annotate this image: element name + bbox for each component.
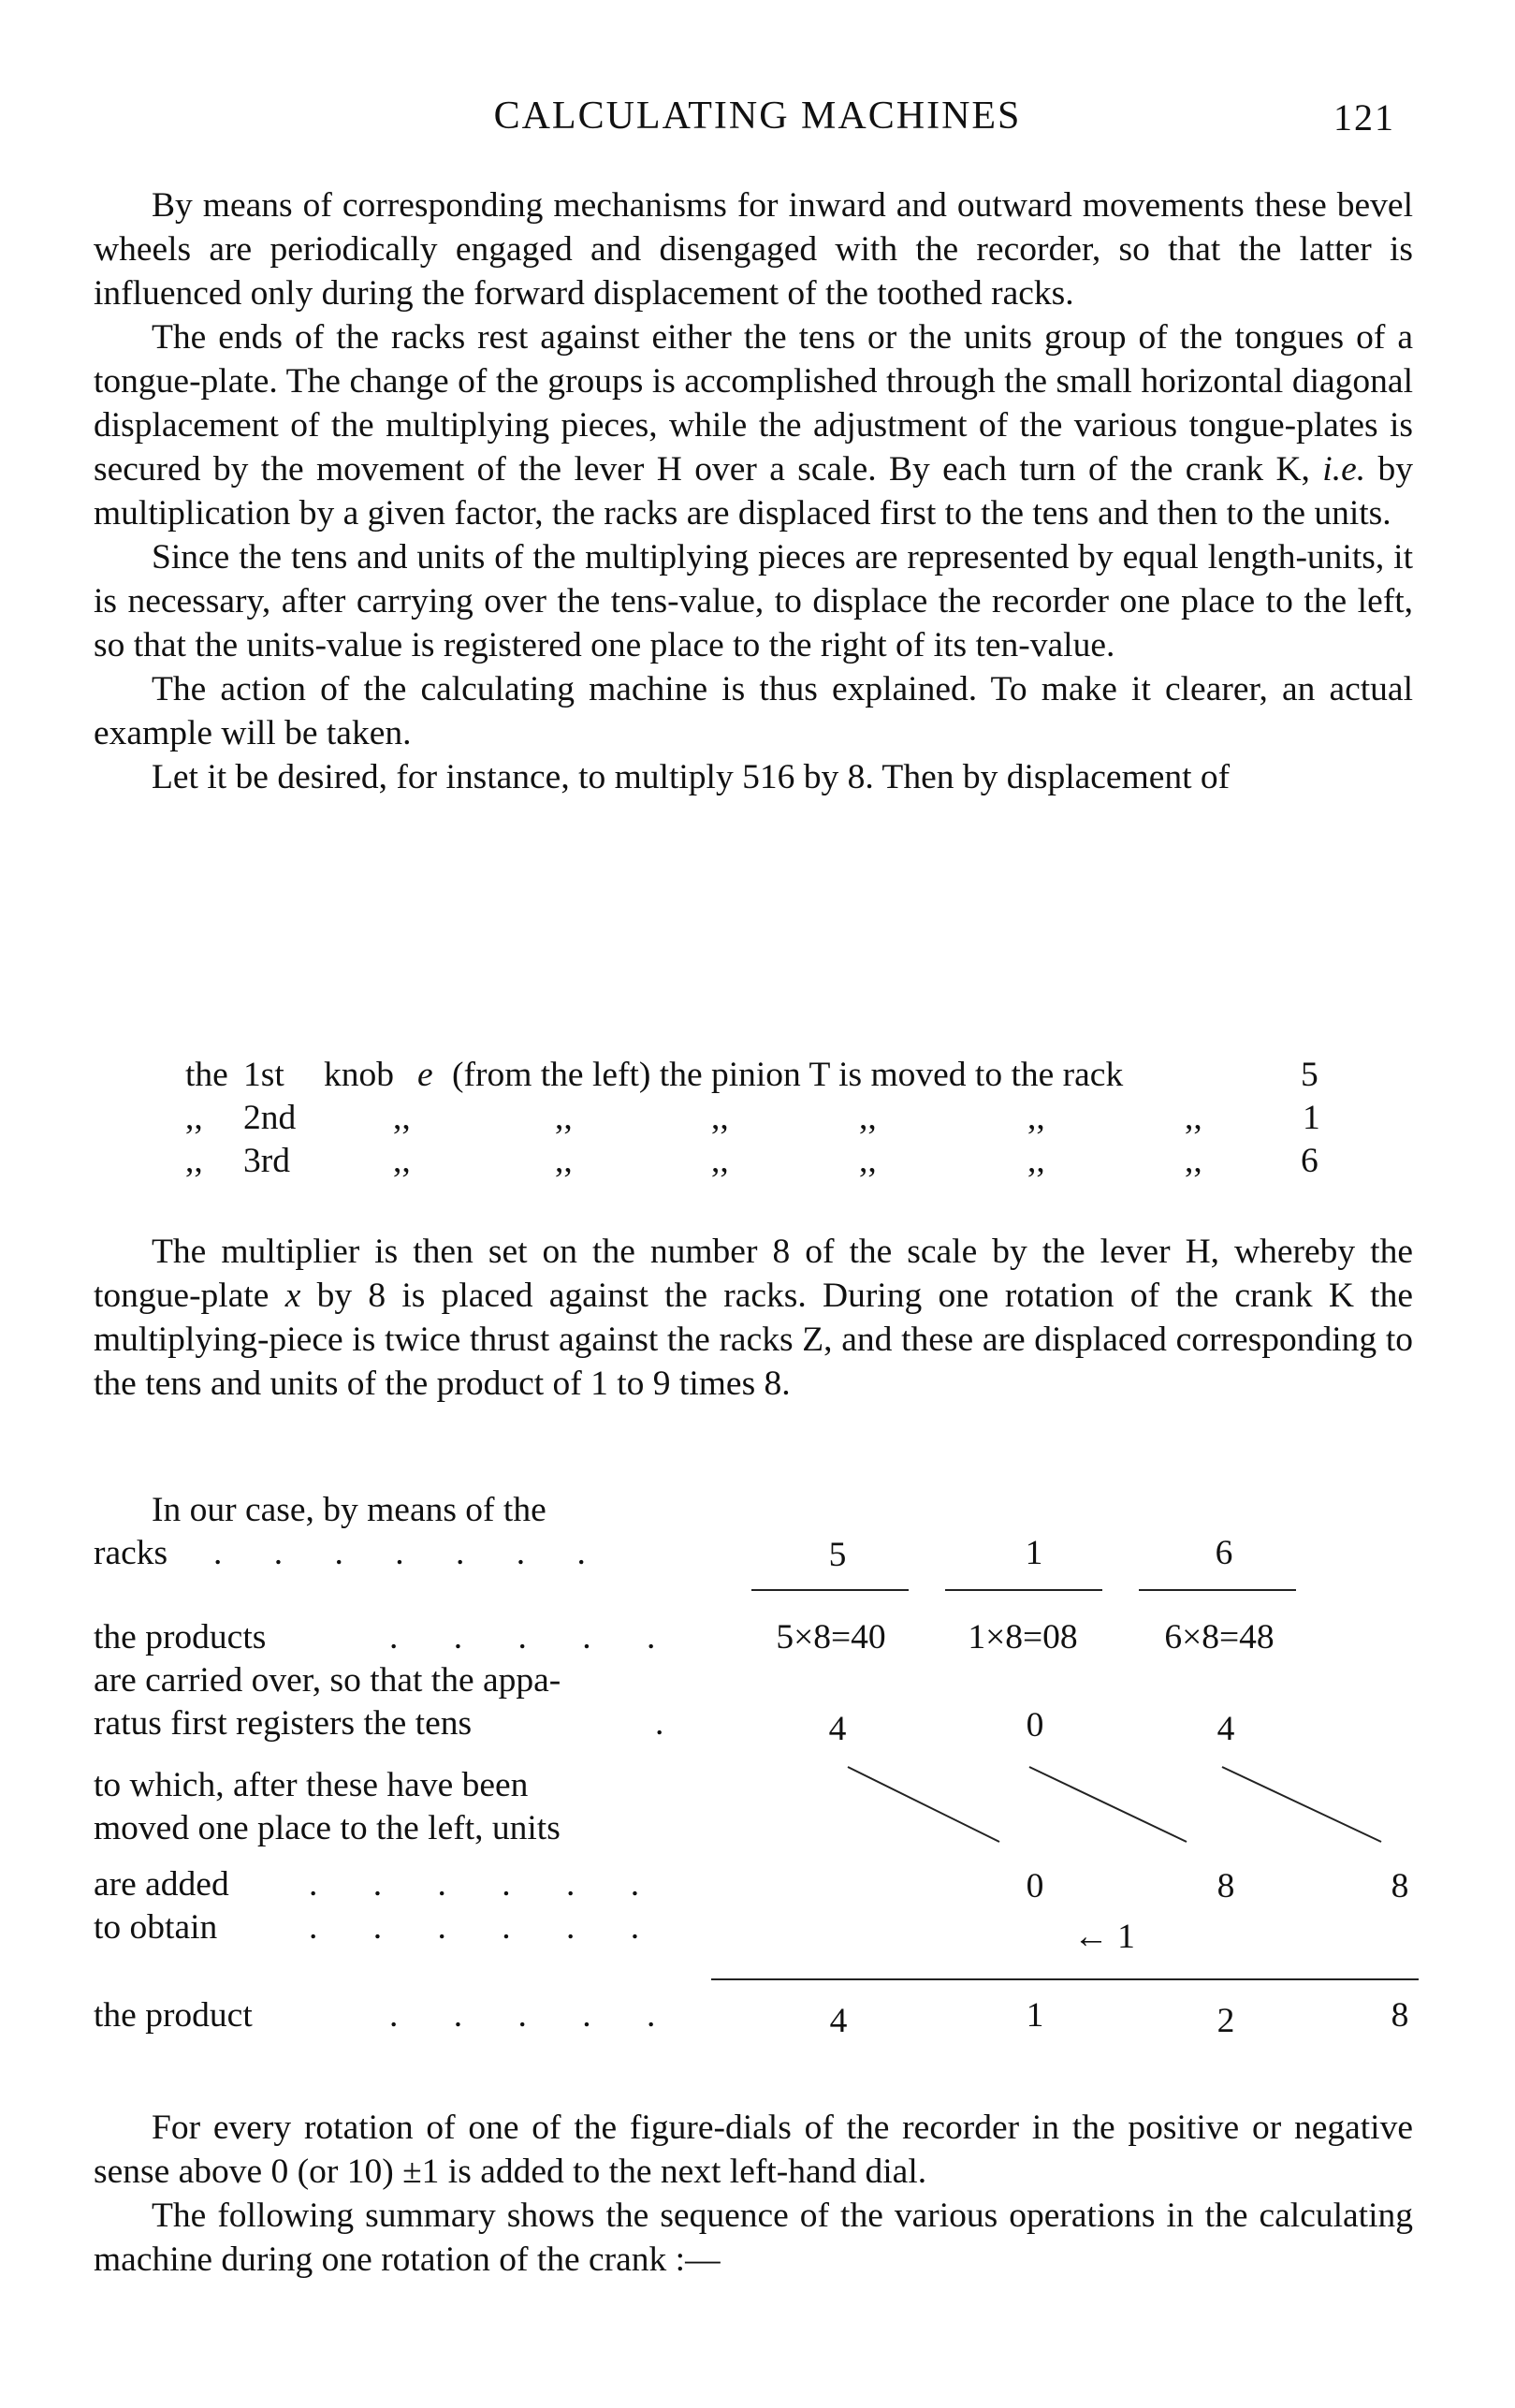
product-2: 1×8=08: [968, 1618, 1078, 1656]
knob-row-2-digit: 1: [1303, 1099, 1320, 1137]
paragraph-2-text-a: The ends of the racks rest against either the tens or the units group of the tongues of a tongue-plate. The change of the groups is accomplished through the small horizontal diagonal displacement of the multiplying pieces, while the adjustment of the various tongue-plates is secured by the movement of the lever H over a scale. By each turn of the crank K,: [94, 318, 1413, 489]
paragraph-3: [94, 535, 1413, 667]
paragraph-2-italic: i.e.: [1322, 450, 1366, 489]
knob-row-3: [185, 1140, 1321, 1183]
units-digit-3: 8: [1391, 1867, 1409, 1905]
paragraph-1-text: By means of corresponding mechanisms for inward and outward movements these bevel wheels are periodically engaged and disengaged with the recorder, so that the latter is influenced only during the forward displacement of the toothed racks.: [94, 186, 1413, 313]
paragraph-summary-text: The following summary shows the sequence of the various operations in the calculating machine during one rotation of the crank :—: [94, 2196, 1413, 2279]
knob-row-2-ordinal: 2nd: [243, 1099, 297, 1137]
knob-row-2-prefix: ,,: [185, 1099, 203, 1137]
shift-diagonals: [94, 1488, 1422, 2087]
knob-row-3-ditto-1: ,,: [393, 1142, 411, 1180]
dots-product: . . . . .: [389, 1996, 679, 2035]
rule-sum: [711, 1978, 1419, 1980]
dots-products: . . . . .: [389, 1618, 679, 1656]
knob-row-1-digit: 5: [1301, 1056, 1318, 1094]
paragraph-2: [94, 315, 1413, 535]
knob-row-3-ditto-2: ,,: [555, 1142, 573, 1180]
knob-row-3-ditto-3: ,,: [711, 1142, 729, 1180]
knob-row-3-digit: 6: [1301, 1142, 1318, 1180]
result-digit-3: 2: [1216, 2002, 1235, 2040]
rack-digit-2: 1: [1025, 1534, 1043, 1572]
label-added: are added: [94, 1865, 229, 1904]
knob-row-3-prefix: ,,: [185, 1142, 203, 1180]
label-moved-1: to which, after these have been: [94, 1766, 529, 1804]
body-text-bottom: [94, 2106, 1413, 2282]
product-1: 5×8=40: [776, 1618, 886, 1656]
knob-row-2-ditto-6: ,,: [1185, 1099, 1202, 1137]
tens-digit-3: 4: [1216, 1710, 1235, 1748]
dot-carried: .: [655, 1704, 664, 1743]
knob-table: [185, 1054, 1321, 1183]
label-racks: racks: [94, 1534, 168, 1572]
running-title: CALCULATING MACHINES: [493, 95, 1022, 138]
product-3: 6×8=48: [1164, 1618, 1275, 1656]
worked-example: [94, 1488, 1422, 2087]
label-product: the product: [94, 1996, 253, 2035]
paragraph-dials: [94, 2106, 1413, 2194]
body-text-top: [94, 183, 1413, 799]
knob-row-1-knob: knob: [324, 1056, 394, 1094]
shift-line-1: [848, 1767, 999, 1842]
paragraph-3-text: Since the tens and units of the multiplying pieces are represented by equal length-units, it is necessary, after carrying over the tens-value, to displace the recorder one place to the left, so that the units-value is registered one place to the right of its ten-value.: [94, 538, 1413, 664]
tens-digit-2: 0: [1026, 1706, 1044, 1744]
knob-row-3-ditto-6: ,,: [1185, 1142, 1202, 1180]
tens-digit-1: 4: [828, 1710, 847, 1748]
paragraph-4-text: The action of the calculating machine is thus explained. To make it clearer, an actual example will be taken.: [94, 670, 1413, 752]
shift-line-2: [1029, 1767, 1187, 1842]
paragraph-multiplier-text-b: by 8 is placed against the racks. During one rotation of the crank K the multiplying-piece is twice thrust against the racks Z, and these are displaced corresponding to the tens and units of the product of 1 to 9 times 8.: [94, 1277, 1413, 1403]
dots-racks: . . . . . . .: [213, 1534, 607, 1572]
knob-row-1-letter: e: [417, 1056, 433, 1094]
knob-row-1: [185, 1054, 1321, 1097]
knob-row-2-ditto-5: ,,: [1027, 1099, 1045, 1137]
knob-row-3-ditto-4: ,,: [859, 1142, 877, 1180]
paragraph-multiplier-italic: x: [284, 1277, 301, 1315]
knob-row-3-ordinal: 3rd: [243, 1142, 290, 1180]
shift-line-3: [1222, 1767, 1381, 1842]
result-digit-1: 4: [829, 2002, 848, 2040]
result-digit-2: 1: [1026, 1996, 1044, 2035]
result-digit-4: 8: [1391, 1996, 1409, 2035]
knob-row-2: [185, 1097, 1321, 1140]
dots-obtain: . . . . . .: [309, 1908, 663, 1947]
paragraph-summary: [94, 2194, 1413, 2282]
paragraph-5-text: Let it be desired, for instance, to multiply 516 by 8. Then by displacement of: [152, 758, 1231, 796]
rack-digit-1: 5: [828, 1536, 847, 1574]
label-obtain: to obtain: [94, 1908, 218, 1947]
knob-row-1-prefix: the: [185, 1056, 228, 1094]
dots-added: . . . . . .: [309, 1865, 663, 1904]
paragraph-dials-text: For every rotation of one of the figure-dials of the recorder in the positive or negative sense above 0 (or 10) ±1 is added to the next left-hand dial.: [94, 2109, 1413, 2191]
label-carried-1: are carried over, so that the appa-: [94, 1661, 561, 1700]
knob-row-2-ditto-1: ,,: [393, 1099, 411, 1137]
paragraph-multiplier: [94, 1230, 1413, 1406]
knob-row-2-ditto-3: ,,: [711, 1099, 729, 1137]
knob-row-2-ditto-2: ,,: [555, 1099, 573, 1137]
knob-row-1-rest: (from the left) the pinion T is moved to the rack: [452, 1056, 1124, 1094]
paragraph-5: [94, 755, 1413, 799]
paragraph-2-text-b: by multiplication by a given factor, the racks are displaced first to the tens and then to the units.: [94, 450, 1414, 533]
carry-arrow: ← 1: [1073, 1918, 1135, 1956]
knob-row-1-ordinal: 1st: [243, 1056, 284, 1094]
units-digit-2: 8: [1216, 1867, 1235, 1905]
label-moved-2: moved one place to the left, units: [94, 1809, 561, 1847]
paragraph-multiplier-text-a: The multiplier is then set on the number 8 of the scale by the lever H, whereby the tongue-plate: [94, 1233, 1413, 1315]
label-carried-2: ratus first registers the tens: [94, 1704, 473, 1743]
knob-row-2-ditto-4: ,,: [859, 1099, 877, 1137]
paragraph-4: [94, 667, 1413, 755]
knob-row-3-ditto-5: ,,: [1027, 1142, 1045, 1180]
label-intro: In our case, by means of the: [152, 1491, 546, 1529]
rack-digit-3: 6: [1215, 1534, 1233, 1572]
label-products: the products: [94, 1618, 267, 1656]
body-text-middle: [94, 1230, 1413, 1406]
page-number: 121: [1333, 96, 1395, 139]
paragraph-1: [94, 183, 1413, 315]
units-digit-1: 0: [1026, 1867, 1044, 1905]
